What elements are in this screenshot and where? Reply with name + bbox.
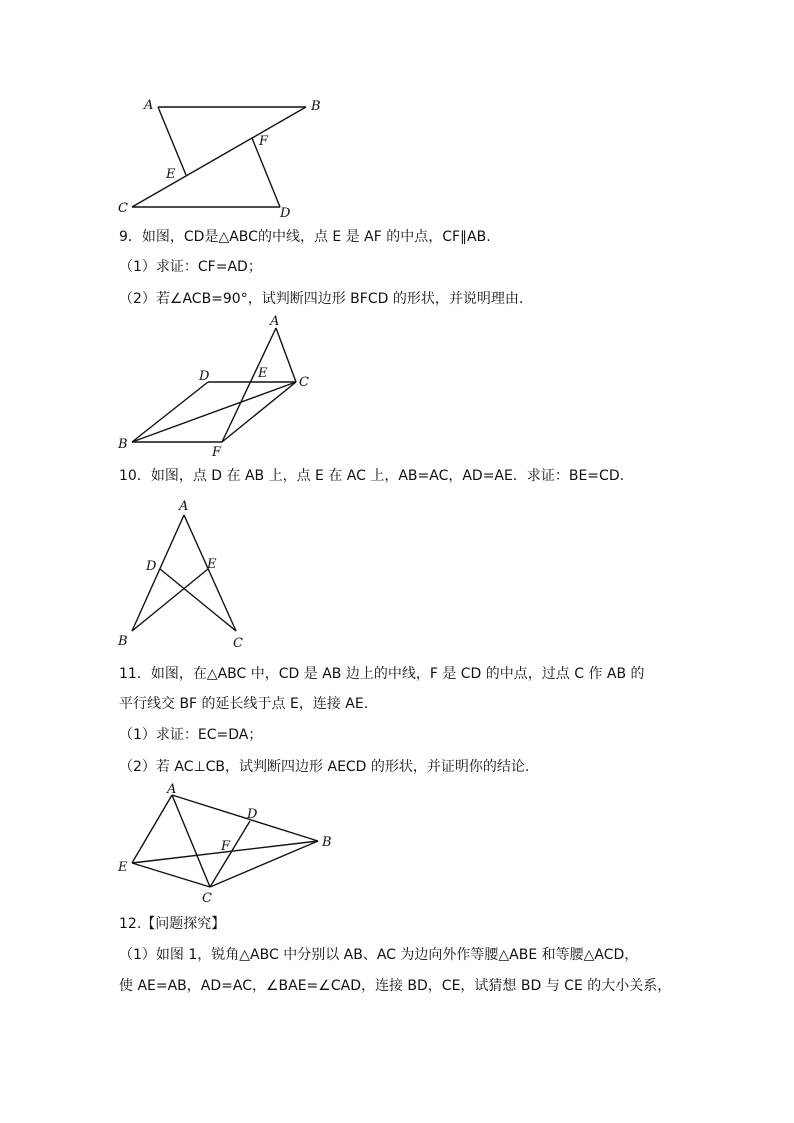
figure-problem-10 [110,495,260,655]
label-d: D [280,206,291,221]
label-a: A [270,314,280,329]
figure-problem-9-svg [110,310,330,460]
segment-cd [210,821,250,887]
label-c: C [202,891,212,906]
label-f: F [212,445,222,460]
label-e: E [207,557,217,572]
label-b: B [118,634,128,649]
segment-ab [132,515,184,631]
q11-part1: （1）求证：EC=DA； [119,727,263,743]
segment-fc [222,382,296,442]
figure-problem-11 [110,775,350,905]
segment-ac [276,328,296,382]
q12-part1-line2: 使 AE=AB，AD=AC，∠BAE=∠CAD，连接 BD，CE，试猜想 BD 与 CE 的大小关系， [119,978,672,994]
q9-part1: （1）求证：CF=AD； [119,259,262,275]
q9-stem: 9．如图，CD是△ABC的中线，点 E 是 AF 的中点，CF∥AB. [119,229,491,245]
label-b: B [322,835,332,850]
label-c: C [233,636,243,651]
segment-ec [132,863,210,887]
segment-be [132,569,208,631]
segment-ac [172,795,210,887]
figure-problem-8 [110,90,340,225]
q12-title: 12.【问题探究】 [119,916,226,932]
figure-problem-10-svg [110,495,260,655]
label-d: D [146,559,157,574]
q12-part1-line1: （1）如图 1，锐角△ABC 中分别以 AB、AC 为边向外作等腰△ABE 和等腰△ACD， [119,947,639,963]
segment-ab [172,795,318,841]
label-e: E [118,860,128,875]
label-c: C [299,375,309,390]
label-a: A [179,499,189,514]
segment-cd [160,569,236,631]
label-a: A [167,782,177,797]
figure-problem-9 [110,310,330,460]
q10-stem: 10．如图，点 D 在 AB 上，点 E 在 AC 上，AB=AC，AD=AE．求证：BE=CD. [119,468,625,484]
segment-fa [222,328,276,442]
q11-stem-line1: 11．如图，在△ABC 中，CD 是 AB 边上的中线，F 是 CD 的中点，过点 C 作 AB 的 [119,666,645,682]
label-f: F [221,839,231,854]
q11-part2: （2）若 AC⊥CB，试判断四边形 AECD 的形状，并证明你的结论. [119,759,530,775]
label-a: A [144,98,154,113]
figure-problem-11-svg [110,775,350,905]
label-e: E [258,366,268,381]
segment-ac [184,515,236,631]
label-d: D [247,807,258,822]
segment-cb [132,107,306,207]
q11-stem-line2: 平行线交 BF 的延长线于点 E，连接 AE. [119,696,369,712]
label-c: C [118,201,128,216]
figure-problem-8-svg [110,90,340,225]
label-e: E [166,167,176,182]
segment-ae [158,107,186,175]
label-b: B [311,99,321,114]
label-b: B [118,437,128,452]
label-f: F [259,134,269,149]
q9-part2: （2）若∠ACB=90°，试判断四边形 BFCD 的形状，并说明理由. [119,291,524,307]
segment-bc [132,382,296,442]
segment-bd [132,382,208,442]
segment-ae [132,795,172,863]
label-d: D [199,369,210,384]
